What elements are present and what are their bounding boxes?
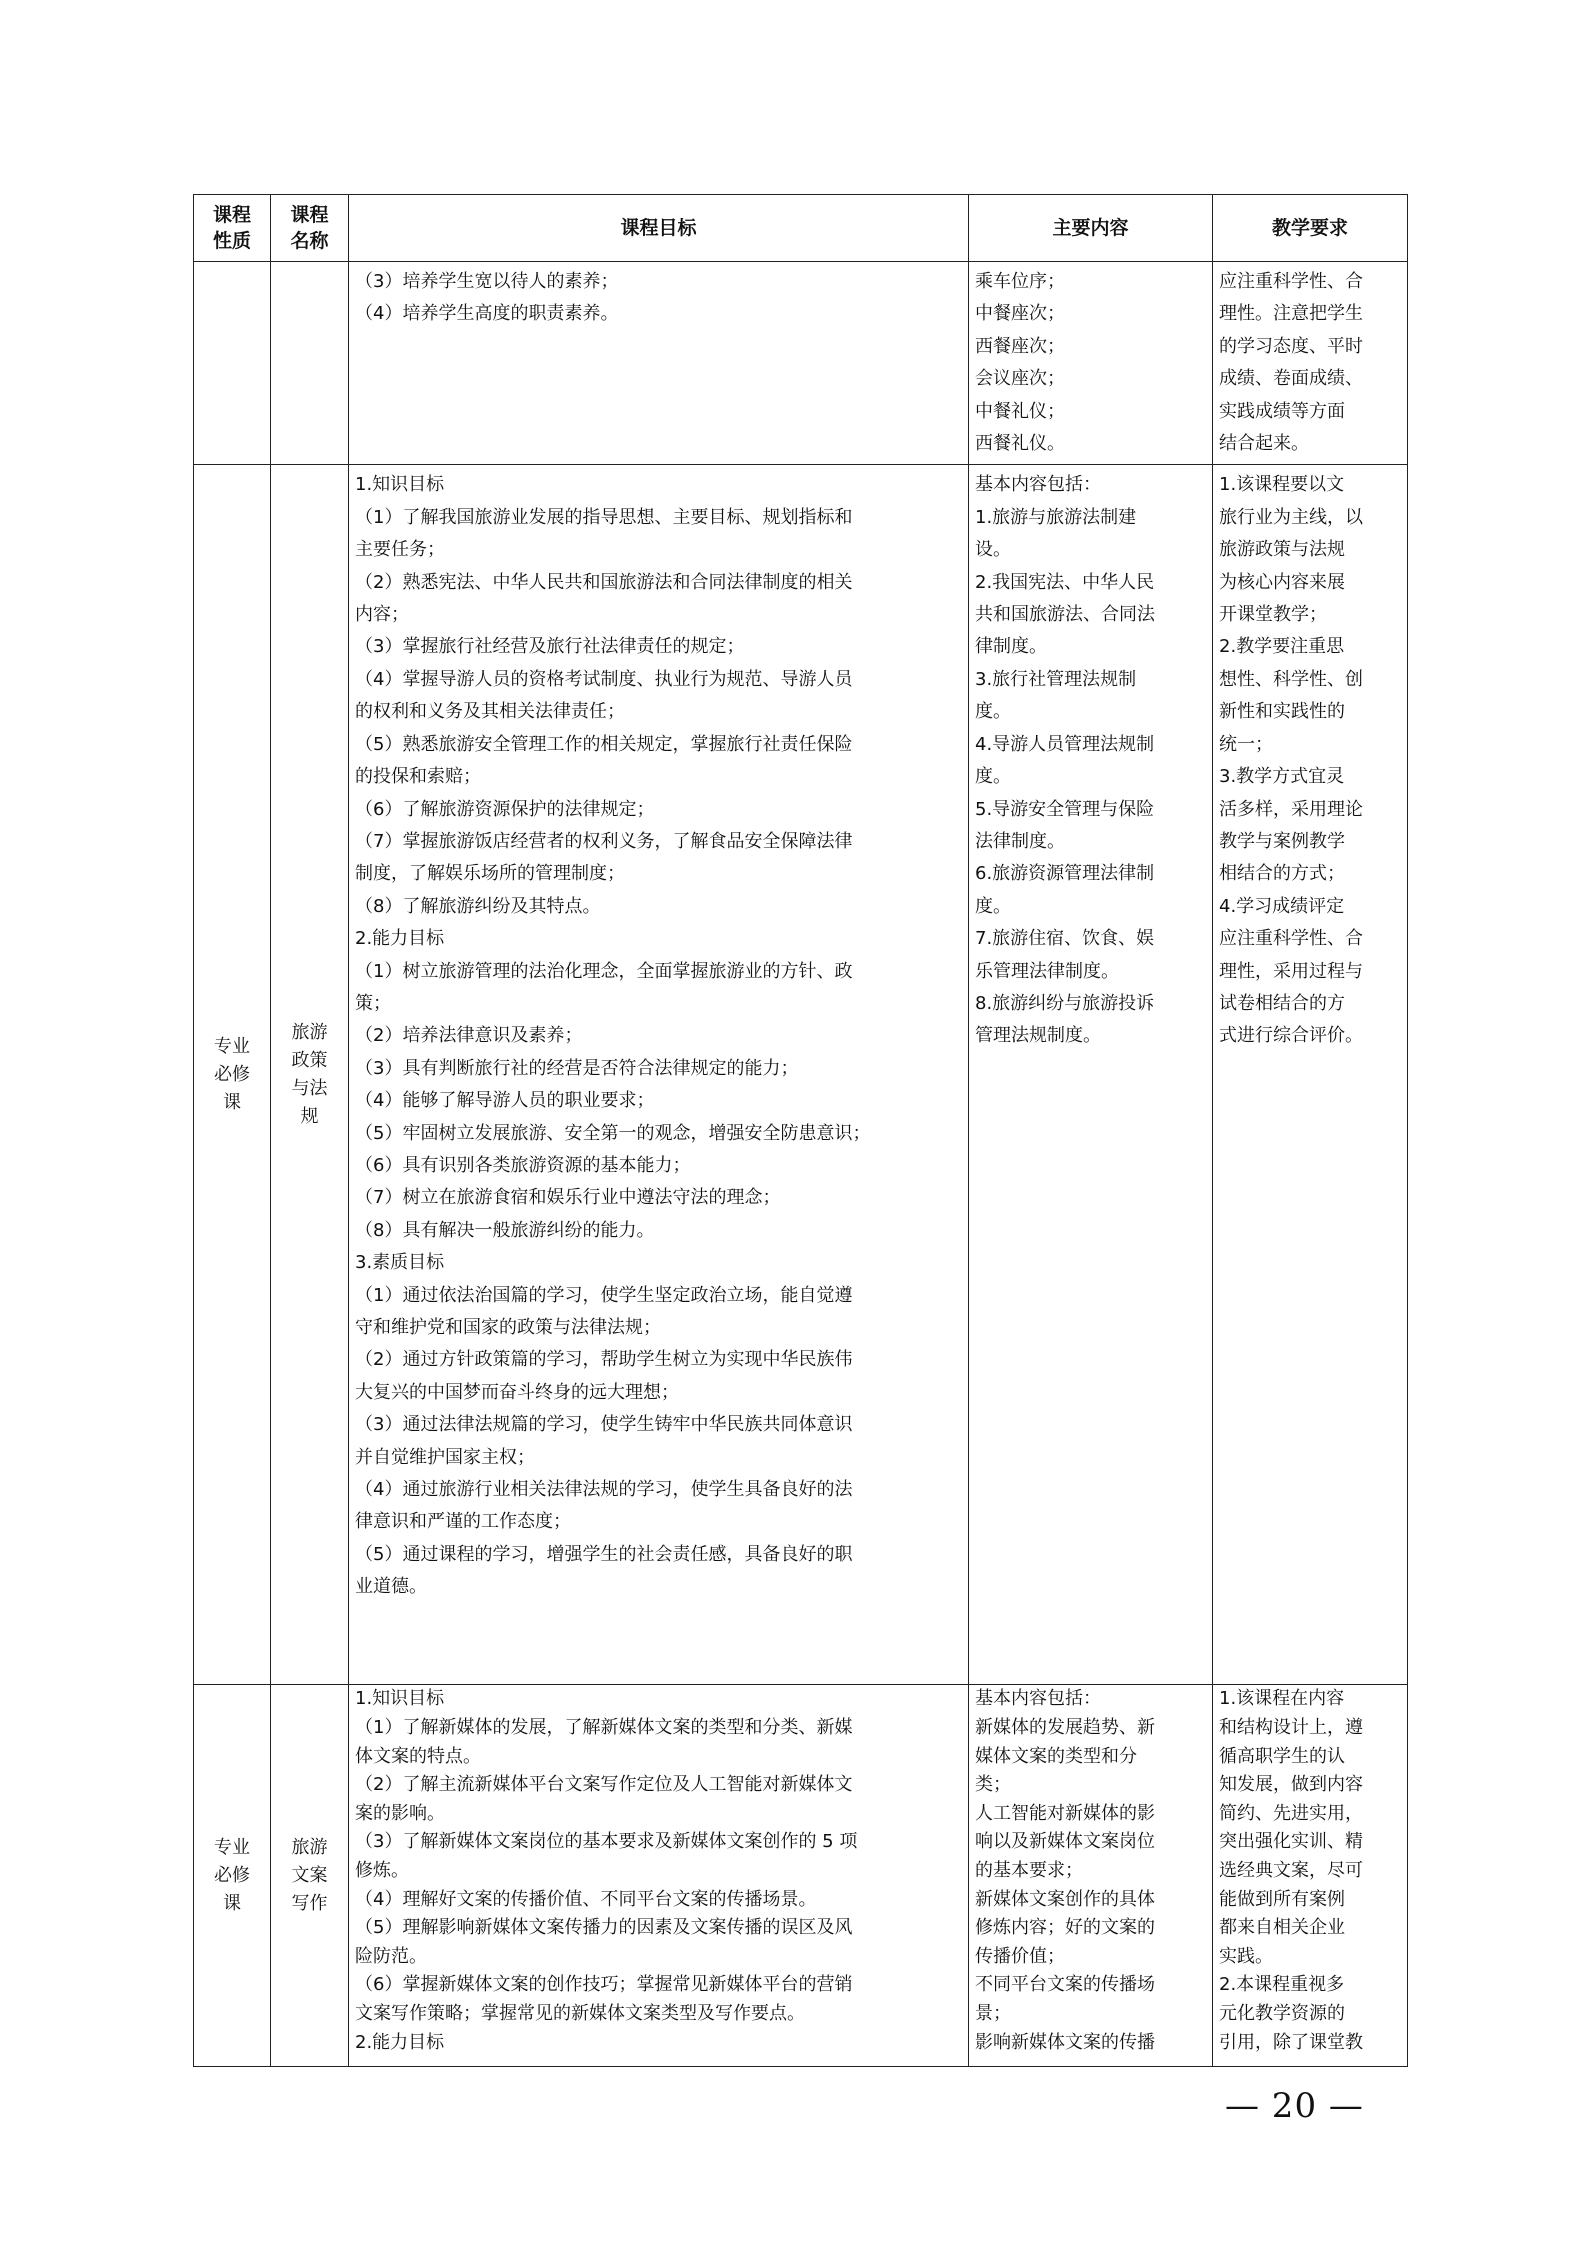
- objective-line: （3）培养学生宽以待人的素养；: [355, 271, 619, 292]
- content-line: 的基本要求；: [975, 1860, 1083, 1881]
- header-nature: 课程 性质: [194, 195, 271, 262]
- name-cell: [271, 1685, 349, 2067]
- objective-line: （2）培养法律意识及素养；: [355, 1025, 583, 1047]
- requirement-line: 试卷相结合的方: [1219, 992, 1345, 1014]
- requirements-cell: [1213, 262, 1408, 465]
- requirement-line: 元化教学资源的: [1219, 2002, 1345, 2024]
- requirement-line: 旅行业为主线，以: [1219, 506, 1363, 528]
- content-line: 会议座次；: [975, 368, 1065, 390]
- requirement-line: 式进行综合评价。: [1219, 1025, 1363, 1047]
- requirement-line: 和结构设计上，遵: [1219, 1717, 1363, 1739]
- objectives-cell: [349, 1685, 969, 2067]
- objective-line: （5）熟悉旅游安全管理工作的相关规定，掌握旅行社责任保险: [355, 733, 853, 755]
- content-line: 共和国旅游法、合同法: [975, 604, 1155, 626]
- objective-line: 大复兴的中国梦而奋斗终身的远大理想；: [355, 1381, 679, 1403]
- header-name: 课程 名称: [271, 195, 349, 262]
- requirement-line: 的学习态度、平时: [1219, 335, 1363, 357]
- objective-line: （5）牢固树立发展旅游、安全第一的观念，增强安全防患意识；: [355, 1122, 871, 1144]
- course-nature: 课: [223, 1091, 241, 1113]
- course-name: 文案: [291, 1864, 328, 1886]
- course-nature: 课: [223, 1892, 241, 1914]
- content-line: 新媒体的发展趋势、新: [975, 1717, 1155, 1739]
- content-line: 1.旅游与旅游法制建: [975, 506, 1137, 528]
- objective-line: 并自觉维护国家主权；: [355, 1446, 535, 1468]
- objective-line: 的权利和义务及其相关法律责任；: [355, 701, 625, 723]
- content-line: 类；: [975, 1774, 1011, 1796]
- objective-line: （7）树立在旅游食宿和娱乐行业中遵法守法的理念；: [355, 1187, 781, 1209]
- objective-line: 律意识和严谨的工作态度；: [355, 1511, 571, 1533]
- requirement-line: 统一；: [1219, 733, 1273, 755]
- content-line: 5.导游安全管理与保险: [975, 798, 1155, 820]
- content-line: 设。: [975, 539, 1011, 561]
- content-line: 人工智能对新媒体的影: [975, 1802, 1155, 1824]
- objective-line: 2.能力目标: [355, 2031, 445, 2053]
- requirement-line: 引用，除了课堂教: [1219, 2031, 1363, 2053]
- header-requirements: 教学要求: [1213, 195, 1408, 262]
- objective-line: （8）具有解决一般旅游纠纷的能力。: [355, 1219, 655, 1241]
- course-nature: 必修: [214, 1063, 250, 1085]
- objective-line: （5）通过课程的学习，增强学生的社会责任感，具备良好的职: [355, 1543, 853, 1565]
- objective-line: （1）通过依法治国篇的学习，使学生坚定政治立场，能自觉遵: [355, 1284, 853, 1306]
- objective-line: （3）通过法律法规篇的学习，使学生铸牢中华民族共同体意识: [355, 1414, 853, 1436]
- requirement-line: 理性。注意把学生: [1219, 303, 1363, 325]
- requirement-line: 应注重科学性、合: [1219, 928, 1363, 950]
- content-line: 媒体文案的类型和分: [975, 1745, 1137, 1767]
- requirement-line: 成绩、卷面成绩、: [1219, 368, 1363, 390]
- requirements-cell: [1213, 465, 1408, 1685]
- content-cell: [969, 262, 1213, 465]
- content-line: 法律制度。: [975, 830, 1065, 852]
- requirement-line: 想性、科学性、创: [1219, 668, 1363, 690]
- objective-line: （1）了解新媒体的发展，了解新媒体文案的类型和分类、新媒: [355, 1717, 853, 1739]
- name-cell: [271, 465, 349, 1685]
- table-row: [194, 465, 1408, 1685]
- requirement-line: 旅游政策与法规: [1219, 539, 1345, 561]
- table-row: [194, 1685, 1408, 2067]
- content-line: 西餐座次；: [975, 335, 1065, 357]
- objective-line: （2）通过方针政策篇的学习，帮助学生树立为实现中华民族伟: [355, 1349, 853, 1371]
- content-line: 新媒体文案创作的具体: [975, 1888, 1155, 1910]
- requirement-line: 4.学习成绩评定: [1219, 895, 1345, 917]
- course-name: 与法: [291, 1077, 328, 1099]
- objective-line: （6）具有识别各类旅游资源的基本能力；: [355, 1154, 691, 1176]
- requirement-line: 活多样，采用理论: [1219, 798, 1363, 820]
- course-name: 规: [300, 1105, 319, 1127]
- objective-line: 策；: [355, 992, 391, 1014]
- objective-line: （3）具有判断旅行社的经营是否符合法律规定的能力；: [355, 1057, 799, 1079]
- header-content: 主要内容: [969, 195, 1213, 262]
- content-line: 不同平台文案的传播场: [975, 1974, 1155, 1996]
- content-line: 度。: [975, 766, 1011, 788]
- objective-line: （2）熟悉宪法、中华人民共和国旅游法和合同法律制度的相关: [355, 571, 853, 593]
- requirement-line: 选经典文案，尽可: [1219, 1860, 1363, 1881]
- objective-line: （4）理解好文案的传播价值、不同平台文案的传播场景。: [355, 1888, 817, 1910]
- content-line: 景；: [975, 2002, 1011, 2024]
- objectives-cell: [349, 465, 969, 1685]
- objective-line: （4）能够了解导游人员的职业要求；: [355, 1090, 655, 1112]
- requirement-line: 循高职学生的认: [1219, 1745, 1345, 1767]
- requirement-line: 实践成绩等方面: [1219, 400, 1345, 422]
- header-row: [194, 195, 1408, 262]
- content-line: 乐管理法律制度。: [975, 960, 1119, 982]
- nature-cell: [194, 465, 271, 1685]
- name-cell: [271, 262, 349, 465]
- objective-line: （2）了解主流新媒体平台文案写作定位及人工智能对新媒体文: [355, 1774, 853, 1796]
- requirement-line: 实践。: [1219, 1945, 1273, 1967]
- content-line: 影响新媒体文案的传播: [975, 2031, 1155, 2053]
- objective-line: （3）掌握旅行社经营及旅行社法律责任的规定；: [355, 636, 745, 658]
- requirement-line: 新性和实践性的: [1219, 701, 1345, 723]
- objective-line: 修炼。: [355, 1860, 409, 1881]
- content-line: 管理法规制度。: [975, 1025, 1101, 1047]
- content-line: 律制度。: [975, 636, 1047, 658]
- requirement-line: 结合起来。: [1219, 433, 1309, 455]
- content-cell: [969, 1685, 1213, 2067]
- requirement-line: 理性，采用过程与: [1219, 960, 1363, 982]
- objective-line: 3.素质目标: [355, 1252, 445, 1274]
- objective-line: 险防范。: [355, 1945, 427, 1967]
- content-line: 乘车位序；: [975, 271, 1065, 292]
- requirement-line: 知发展，做到内容: [1219, 1774, 1363, 1796]
- content-line: 西餐礼仪。: [975, 433, 1065, 455]
- objective-line: 制度，了解娱乐场所的管理制度；: [355, 863, 625, 885]
- objective-line: 文案写作策略；掌握常见的新媒体文案类型及写作要点。: [355, 2002, 805, 2024]
- objective-line: （4）掌握导游人员的资格考试制度、执业行为规范、导游人员: [355, 668, 853, 690]
- objective-line: （7）掌握旅游饭店经营者的权利义务，了解食品安全保障法律: [355, 830, 853, 852]
- content-line: 基本内容包括：: [975, 1688, 1101, 1710]
- objective-line: 1.知识目标: [355, 474, 445, 496]
- objective-line: （6）了解旅游资源保护的法律规定；: [355, 798, 655, 820]
- content-line: 6.旅游资源管理法律制: [975, 863, 1155, 885]
- content-line: 7.旅游住宿、饮食、娱: [975, 928, 1155, 950]
- content-cell: [969, 465, 1213, 1685]
- requirement-line: 突出强化实训、精: [1219, 1831, 1363, 1853]
- course-name: 写作: [291, 1892, 328, 1914]
- requirement-line: 2.教学要注重思: [1219, 636, 1345, 658]
- course-nature: 专业: [214, 1836, 250, 1858]
- objective-line: （8）了解旅游纠纷及其特点。: [355, 895, 601, 917]
- content-line: 8.旅游纠纷与旅游投诉: [975, 992, 1155, 1014]
- course-nature: 专业: [214, 1035, 250, 1057]
- content-line: 响以及新媒体文案岗位: [975, 1831, 1155, 1853]
- objective-line: （1）树立旅游管理的法治化理念，全面掌握旅游业的方针、政: [355, 960, 853, 982]
- requirement-line: 1.该课程要以文: [1219, 474, 1345, 496]
- content-line: 4.导游人员管理法规制: [975, 733, 1155, 755]
- content-line: 度。: [975, 701, 1011, 723]
- requirement-line: 能做到所有案例: [1219, 1888, 1345, 1910]
- curriculum-table: [193, 194, 1408, 2067]
- table-row: [194, 262, 1408, 465]
- requirement-line: 为核心内容来展: [1219, 571, 1345, 593]
- objective-line: 主要任务；: [355, 539, 445, 561]
- objective-line: （4）通过旅游行业相关法律法规的学习，使学生具备良好的法: [355, 1479, 853, 1501]
- objective-line: （5）理解影响新媒体文案传播力的因素及文案传播的误区及风: [355, 1917, 853, 1939]
- course-name: 政策: [291, 1049, 328, 1071]
- nature-cell: [194, 1685, 271, 2067]
- requirement-line: 应注重科学性、合: [1219, 271, 1363, 292]
- course-name: 旅游: [291, 1836, 328, 1858]
- objective-line: （4）培养学生高度的职责素养。: [355, 303, 619, 325]
- objective-line: 1.知识目标: [355, 1688, 445, 1710]
- content-line: 中餐礼仪；: [975, 400, 1065, 422]
- objective-line: 案的影响。: [355, 1802, 445, 1824]
- requirement-line: 3.教学方式宜灵: [1219, 766, 1345, 788]
- objective-line: 体文案的特点。: [355, 1745, 481, 1767]
- page-number: — 20 —: [1225, 2086, 1364, 2126]
- content-line: 中餐座次；: [975, 303, 1065, 325]
- objective-line: （3）了解新媒体文案岗位的基本要求及新媒体文案创作的 5 项: [355, 1831, 858, 1853]
- nature-cell: [194, 262, 271, 465]
- objectives-cell: [349, 262, 969, 465]
- objective-line: 内容；: [355, 604, 409, 626]
- content-line: 度。: [975, 895, 1011, 917]
- course-nature: 必修: [214, 1864, 250, 1886]
- course-name: 旅游: [291, 1021, 328, 1043]
- requirement-line: 开课堂教学；: [1219, 604, 1327, 626]
- content-line: 修炼内容；好的文案的: [975, 1917, 1155, 1939]
- objective-line: 守和维护党和国家的政策与法律法规；: [355, 1317, 661, 1338]
- requirement-line: 1.该课程在内容: [1219, 1688, 1345, 1710]
- objective-line: （6）掌握新媒体文案的创作技巧；掌握常见新媒体平台的营销: [355, 1974, 853, 1996]
- header-objectives: 课程目标: [349, 195, 969, 262]
- objective-line: 业道德。: [355, 1576, 427, 1598]
- objective-line: 的投保和索赔；: [355, 766, 481, 788]
- content-line: 3.旅行社管理法规制: [975, 668, 1137, 690]
- requirements-cell: [1213, 1685, 1408, 2067]
- requirement-line: 都来自相关企业: [1219, 1917, 1345, 1939]
- objective-line: 2.能力目标: [355, 928, 445, 950]
- requirement-line: 相结合的方式；: [1219, 863, 1345, 885]
- requirement-line: 2.本课程重视多: [1219, 1974, 1345, 1996]
- requirement-line: 教学与案例教学: [1219, 830, 1345, 852]
- requirement-line: 简约、先进实用，: [1219, 1802, 1363, 1824]
- content-line: 2.我国宪法、中华人民: [975, 571, 1155, 593]
- content-line: 传播价值；: [975, 1945, 1065, 1967]
- objective-line: （1）了解我国旅游业发展的指导思想、主要目标、规划指标和: [355, 506, 853, 528]
- content-line: 基本内容包括：: [975, 474, 1101, 496]
